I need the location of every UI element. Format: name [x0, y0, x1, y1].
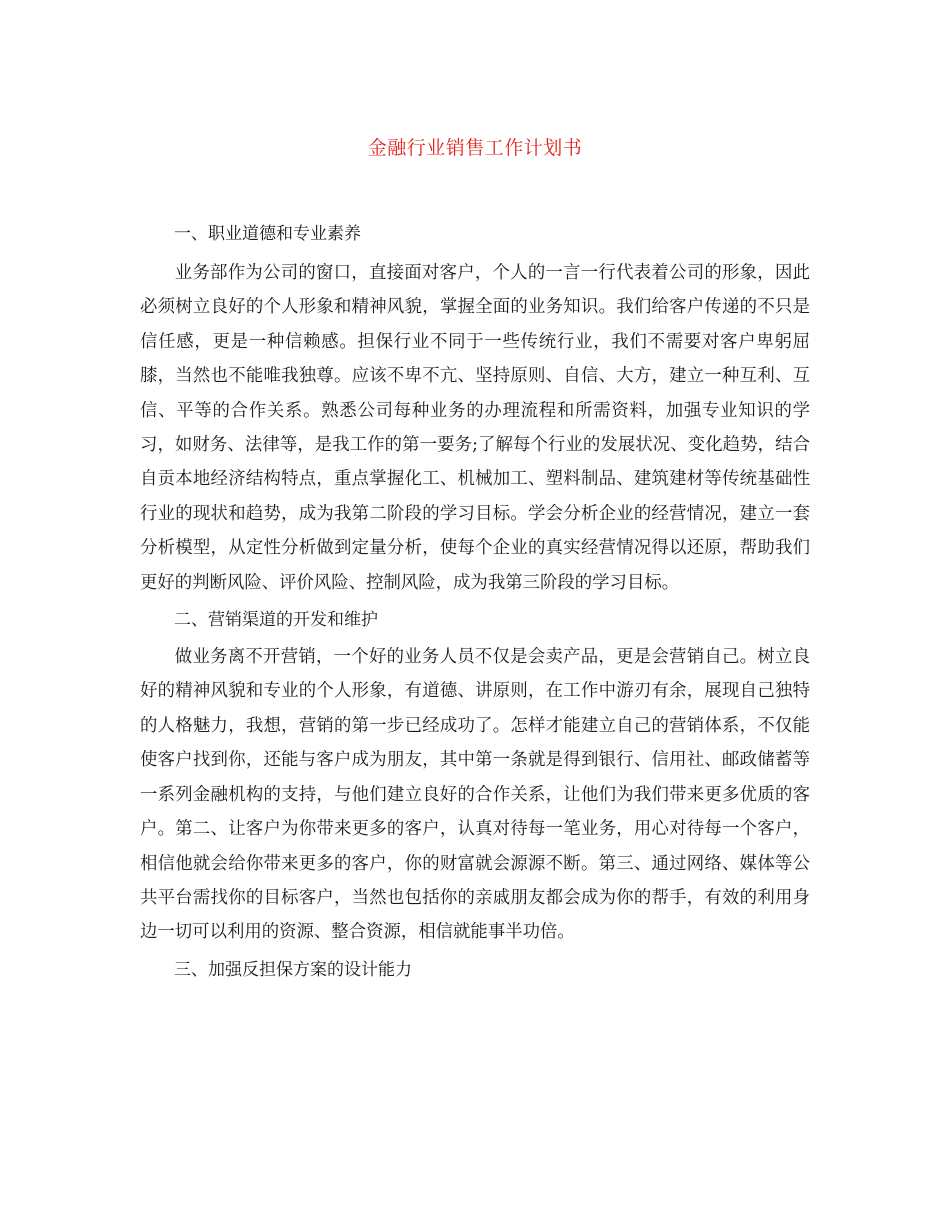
document-title: 金融行业销售工作计划书: [367, 137, 583, 159]
section-heading-2: 二、营销渠道的开发和维护: [174, 610, 378, 631]
section-heading-3: 三、加强反担保方案的设计能力: [174, 959, 412, 980]
section-paragraph-1: 业务部作为公司的窗口，直接面对客户，个人的一言一行代表着公司的形象，因此必须树立良好的个人形象和精神风貌，掌握全面的业务知识。我们给客户传递的不只是信任感，更是一种信赖感。担保行业不同于一些传统行业，我们不需要对客户卑躬屈膝，当然也不能唯我独尊。应该不卑不亢、坚持原则、自信、大方，建立一种互利、互信、平等的合作关系。熟悉公司每种业务的办理流程和所需资料，加强专业知识的学习，如财务、法律等，是我工作的第一要务;了解每个行业的发展状况、变化趋势，结合自贡本地经济结构特点，重点掌握化工、机械加工、塑料制品、建筑建材等传统基础性行业的现状和趋势，成为我第二阶段的学习目标。学会分析企业的经营情况，建立一套分析模型，从定性分析做到定量分析，使每个企业的真实经营情况得以还原，帮助我们更好的判断风险、评价风险、控制风险，成为我第三阶段的学习目标。: [140, 263, 810, 593]
section-heading-1: 一、职业道德和专业素养: [174, 224, 361, 244]
section-paragraph-2: 做业务离不开营销，一个好的业务人员不仅是会卖产品，更是会营销自己。树立良好的精神风貌和专业的个人形象，有道德、讲原则，在工作中游刃有余，展现自己独特的人格魅力，我想，营销的第一步已经成功了。怎样才能建立自己的营销体系，不仅能使客户找到你，还能与客户成为朋友，其中第一条就是得到银行、信用社、邮政储蓄等一系列金融机构的支持，与他们建立良好的合作关系，让他们为我们带来更多优质的客户。第二、让客户为你带来更多的客户，认真对待每一笔业务，用心对待每一个客户，相信他就会给你带来更多的客户，你的财富就会源源不断。第三、通过网络、媒体等公共平台需找你的目标客户，当然也包括你的亲戚朋友都会成为你的帮手，有效的利用身边一切可以利用的资源、整合资源，相信就能事半功倍。: [140, 647, 810, 943]
